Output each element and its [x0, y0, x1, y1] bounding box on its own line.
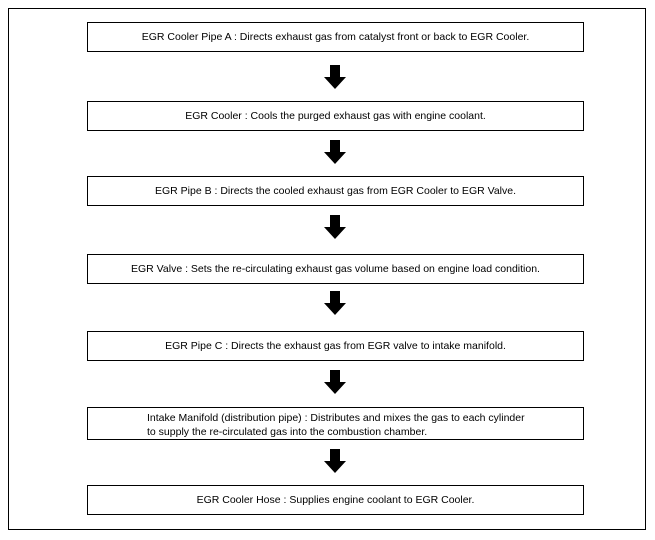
step-text: EGR Pipe B : Directs the cooled exhaust gas from EGR Cooler to EGR Valve. [154, 185, 517, 197]
step-text: EGR Pipe C : Directs the exhaust gas from EGR valve to intake manifold. [165, 340, 506, 352]
step-intake-manifold [87, 407, 584, 440]
step-egr-cooler-hose [87, 485, 584, 515]
down-arrow-icon [324, 65, 346, 89]
step-egr-cooler [87, 101, 584, 131]
down-arrow-icon [324, 140, 346, 164]
step-egr-pipe-b [87, 176, 584, 206]
step-text: EGR Valve : Sets the re-circulating exhaust gas volume based on engine load condition. [131, 263, 540, 275]
step-text-line-1: Intake Manifold (distribution pipe) : Distributes and mixes the gas to each cylinder [147, 412, 525, 424]
down-arrow-icon [324, 215, 346, 239]
step-egr-pipe-c [87, 331, 584, 361]
step-text-line-2: to supply the re-circulated gas into the combustion chamber. [147, 426, 428, 438]
step-text: EGR Cooler Hose : Supplies engine coolant to EGR Cooler. [196, 494, 475, 506]
down-arrow-icon [324, 291, 346, 315]
step-text: EGR Cooler Pipe A : Directs exhaust gas from catalyst front or back to EGR Cooler. [141, 31, 530, 43]
down-arrow-icon [324, 449, 346, 473]
step-text: EGR Cooler : Cools the purged exhaust gas with engine coolant. [185, 110, 486, 122]
step-egr-cooler-pipe-a [87, 22, 584, 52]
step-egr-valve [87, 254, 584, 284]
down-arrow-icon [324, 370, 346, 394]
diagram-frame [8, 8, 646, 530]
